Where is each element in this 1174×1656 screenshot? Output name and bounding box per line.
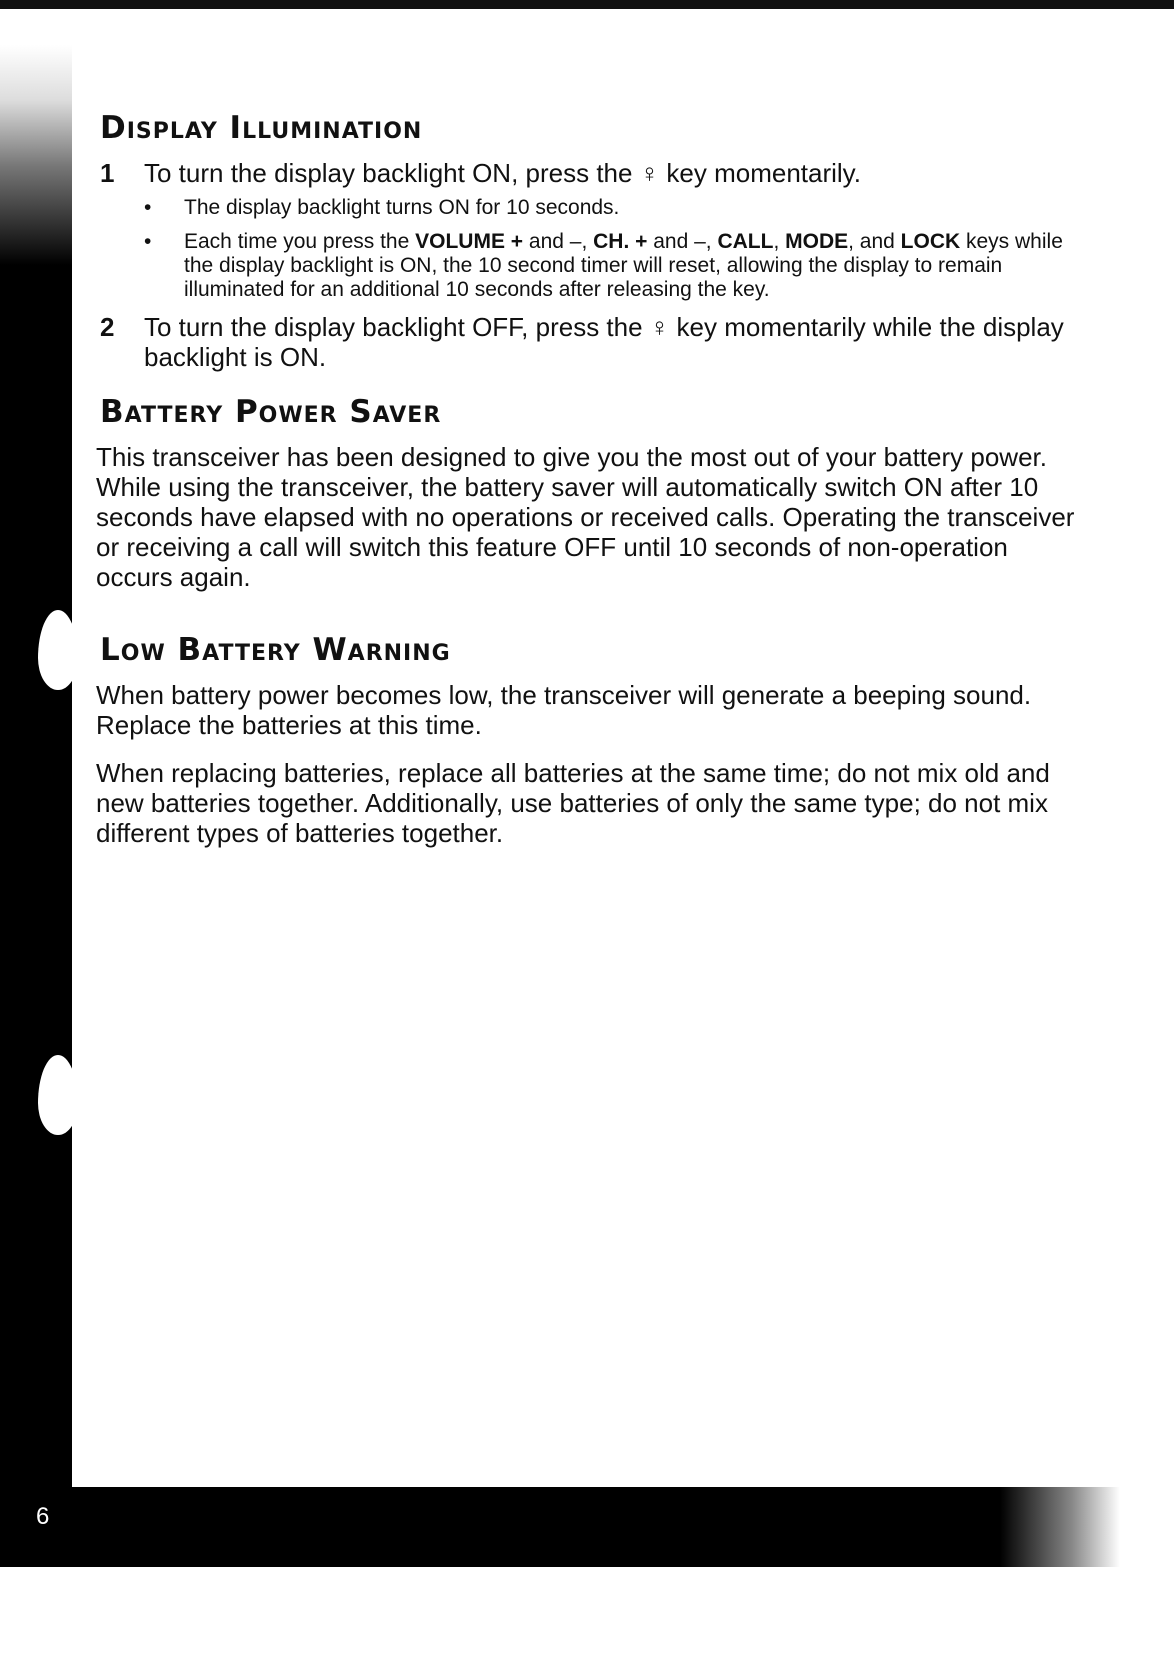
binding-notch bbox=[38, 610, 78, 690]
bullet-text: Each time you press the bbox=[184, 230, 416, 253]
paragraph: When battery power becomes low, the transceiver will generate a beeping sound. Replace the batteries at this time. bbox=[96, 680, 1032, 740]
step-2 bbox=[96, 312, 1076, 372]
binding-notch bbox=[38, 1055, 78, 1135]
step-1 bbox=[96, 158, 1076, 188]
section-heading-display-illumination: Display Illumination bbox=[100, 110, 423, 146]
step-text: To turn the display backlight OFF, press the ♀ key momentarily while the display backlight is ON. bbox=[144, 312, 1064, 372]
key-name: CH. + bbox=[593, 230, 648, 253]
bullet-text: and –, bbox=[523, 230, 594, 253]
key-name: MODE bbox=[785, 230, 849, 253]
paragraph: This transceiver has been designed to give you the most out of your battery power. While using the transceiver, the battery saver will automatically switch ON after 10 seconds have elapsed with no operations or received calls. Operating the transceiver or receiving a call will switch this feature OFF until 10 seconds of non-operation occurs again. bbox=[96, 442, 1075, 592]
bullet-item: • The display backlight turns ON for 10 seconds. bbox=[138, 196, 1076, 220]
page-number: 6 bbox=[36, 1503, 50, 1530]
footer-bar bbox=[0, 1487, 1100, 1567]
paragraph: When replacing batteries, replace all batteries at the same time; do not mix old and new batteries together. Additionally, use batteries of only the same type; do not mix different types of batteries together. bbox=[96, 758, 1050, 848]
key-name: VOLUME + bbox=[415, 230, 524, 253]
left-margin-band bbox=[0, 95, 72, 1515]
bullet-text: , bbox=[773, 230, 786, 253]
bullet-text: and –, bbox=[647, 230, 718, 253]
key-name: CALL bbox=[717, 230, 774, 253]
step-number: 1 bbox=[100, 158, 115, 188]
key-name: LOCK bbox=[900, 230, 961, 253]
step-1-bullets bbox=[138, 196, 1076, 302]
section-heading-battery-power-saver: Battery Power Saver bbox=[100, 394, 442, 430]
bullet-text: keys while the display backlight is ON, the 10 second timer will reset, allowing the display to remain illuminated for an additional 10 seconds after releasing the key. bbox=[184, 230, 1063, 301]
page-content bbox=[96, 110, 1076, 866]
step-number: 2 bbox=[100, 312, 115, 342]
step-text: To turn the display backlight ON, press the ♀ key momentarily. bbox=[144, 158, 861, 188]
top-rule bbox=[0, 0, 1174, 9]
bullet-item bbox=[138, 230, 1076, 302]
section-heading-low-battery-warning: Low Battery Warning bbox=[100, 632, 451, 668]
bullet-text: , and bbox=[848, 230, 901, 253]
